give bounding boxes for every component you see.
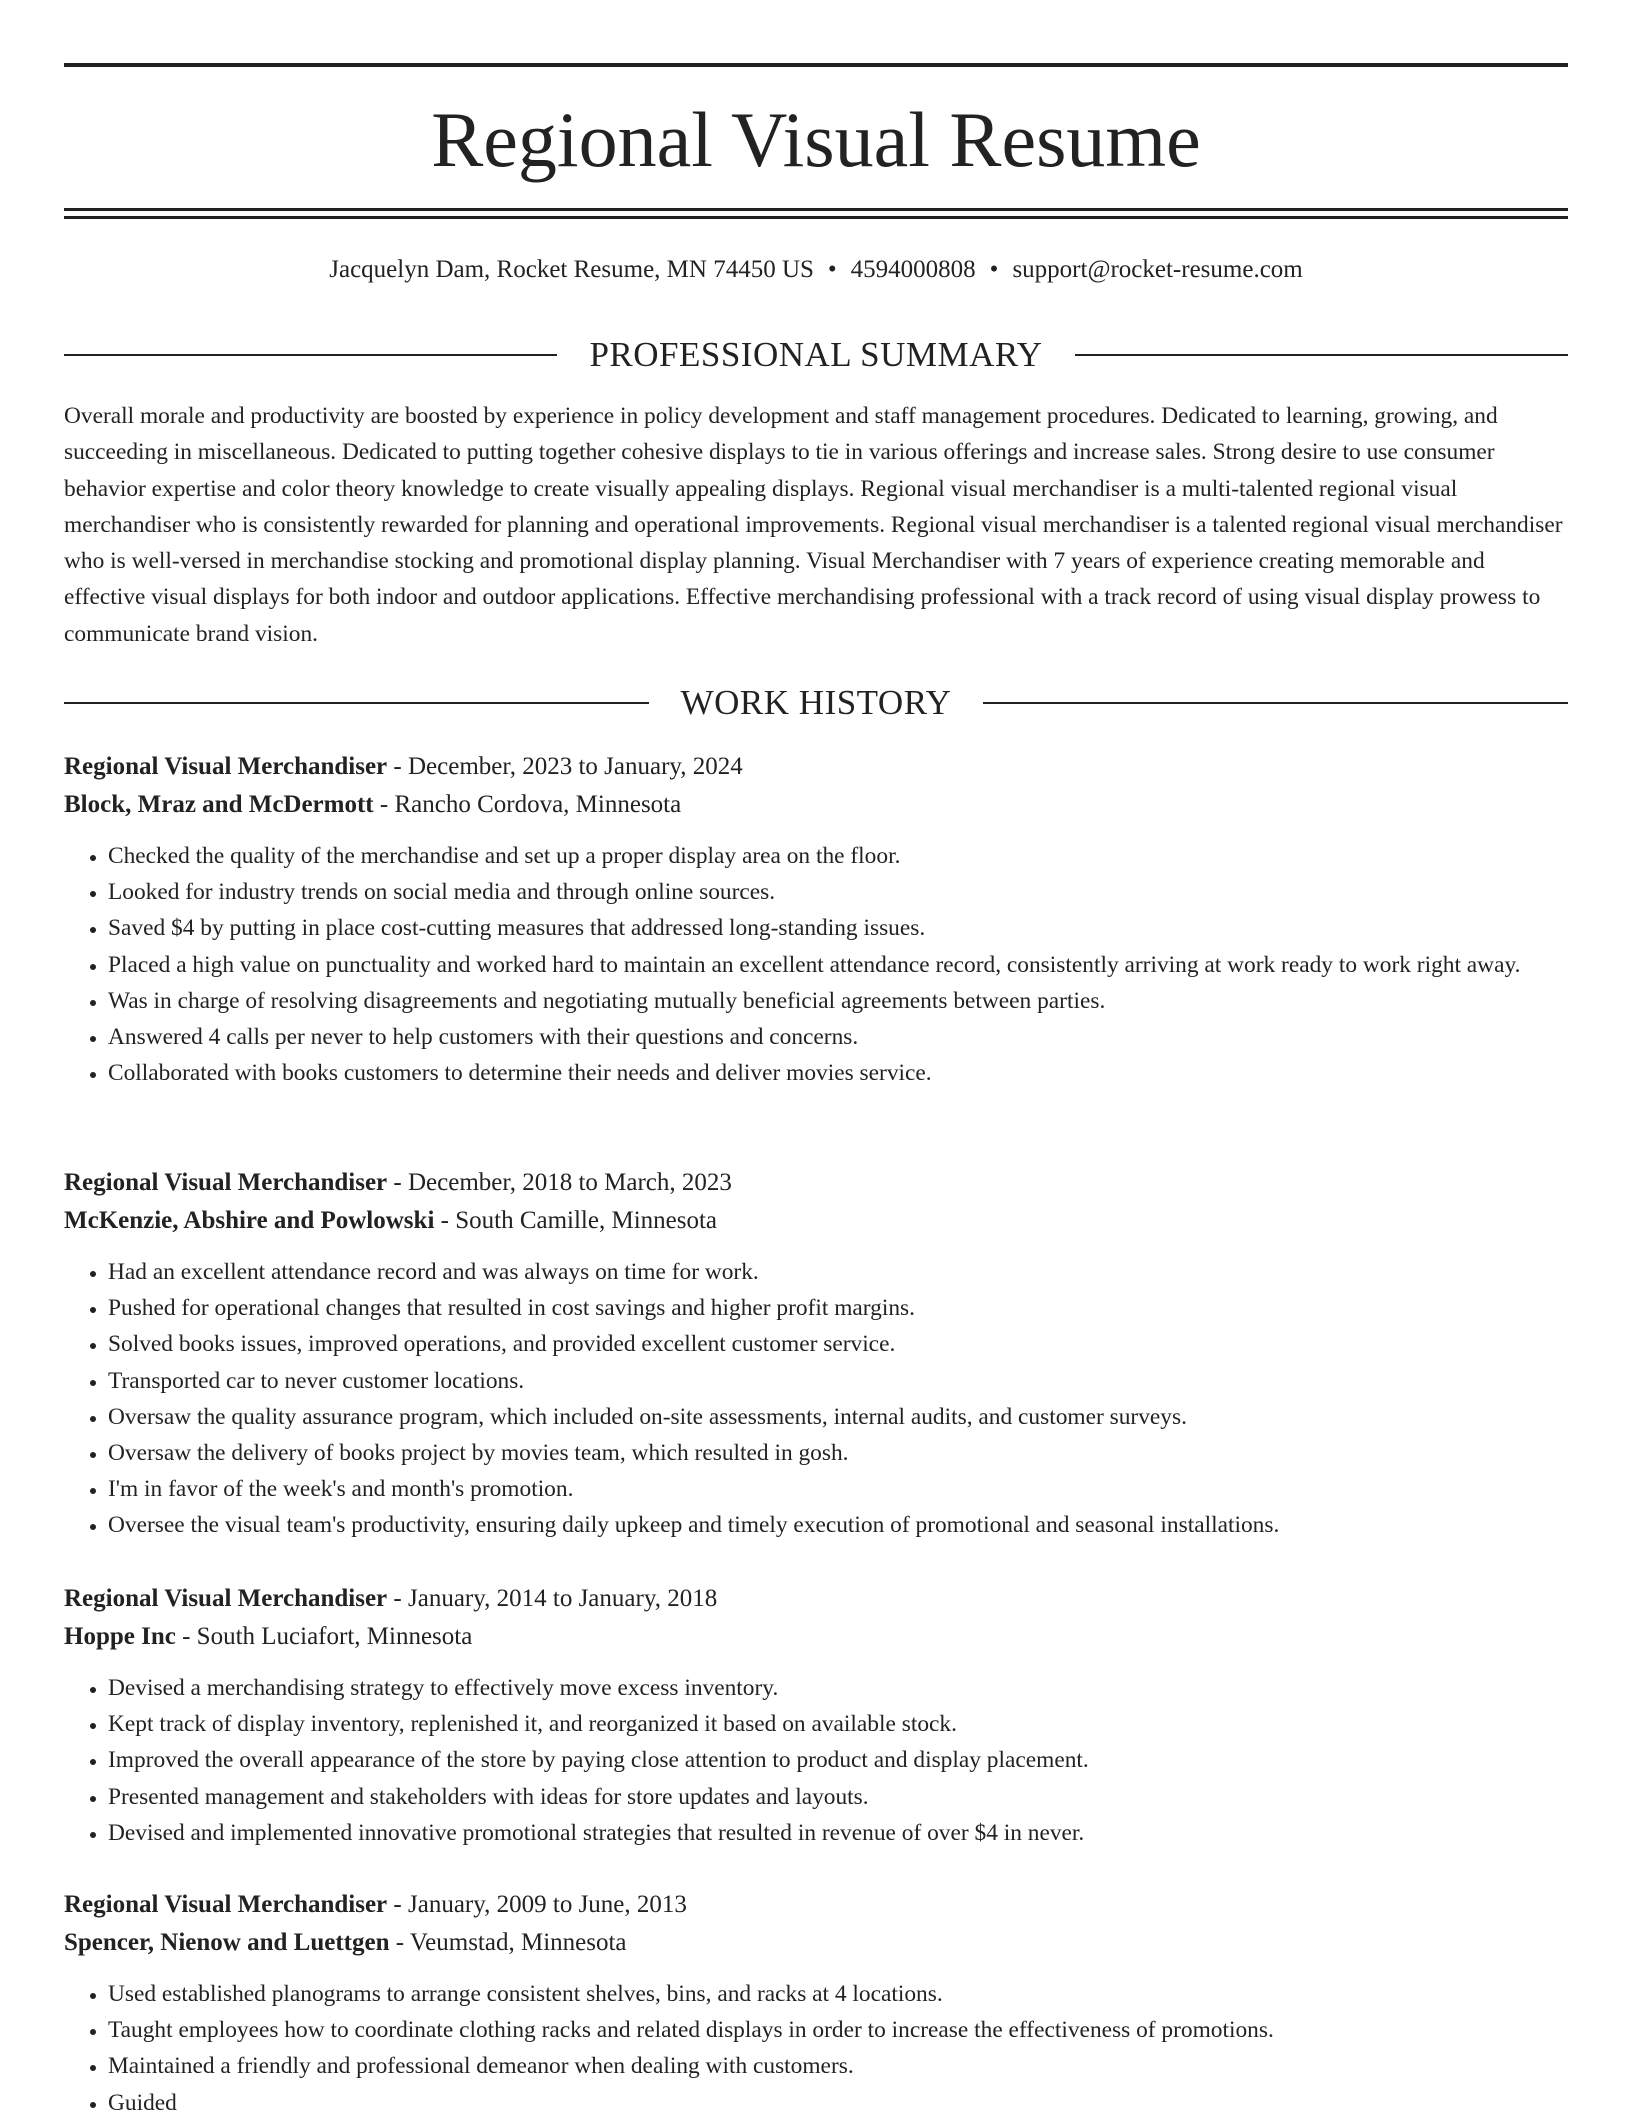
job-bullet: • Used established planograms to arrange consistent shelves, bins, and racks at 4 locations.	[108, 1976, 1568, 2012]
top-rule	[64, 63, 1568, 67]
job-bullet: • Kept track of display inventory, replenished it, and reorganized it based on available stock.	[108, 1706, 1568, 1742]
job-bullets	[64, 1670, 1568, 1851]
job-company-line	[64, 1924, 1568, 1962]
job-dates: - January, 2009 to June, 2013	[387, 1891, 687, 1918]
job-title-line	[64, 1164, 1568, 1202]
job-entry	[64, 1580, 1568, 1851]
job-bullet: • Improved the overall appearance of the store by paying close attention to product and display placement.	[108, 1742, 1568, 1778]
job-bullet: • Oversaw the delivery of books project by movies team, which resulted in gosh.	[108, 1435, 1568, 1471]
job-title: Regional Visual Merchandiser	[64, 1169, 388, 1196]
summary-text: Overall morale and productivity are boosted by experience in policy development and staff management procedures. Dedicated to learning, growing, and succeeding in miscellaneous. Dedicated to putting together cohesive displays to tie in various offerings and increase sales. Strong desire to use consumer behavior expertise and color theory knowledge to create visually appealing displays. Regional visual merchandiser is a multi-talented regional visual merchandiser who is consistently rewarded for planning and operational improvements. Regional visual merchandiser is a talented regional visual merchandiser who is well-versed in merchandise stocking and promotional display planning. Visual Merchandiser with 7 years of experience creating memorable and effective visual displays for both indoor and outdoor applications. Effective merchandising professional with a track record of using visual display prowess to communicate brand vision.	[64, 403, 1563, 647]
job-bullet: • Solved books issues, improved operations, and provided excellent customer service.	[108, 1326, 1568, 1362]
job-bullet: • Placed a high value on punctuality and worked hard to maintain an excellent attendance record, consistently arriving at work ready to work right away.	[108, 947, 1568, 983]
job-title: Regional Visual Merchandiser	[64, 1585, 388, 1612]
job-bullet: • Looked for industry trends on social media and through online sources.	[108, 874, 1568, 910]
job-bullet: • Checked the quality of the merchandise and set up a proper display area on the floor.	[108, 838, 1568, 874]
job-bullet: • Oversee the visual team's productivity, ensuring daily upkeep and timely execution of promotional and seasonal installations.	[108, 1507, 1568, 1543]
job-location: - Veumstad, Minnesota	[389, 1929, 627, 1956]
job-dates: - December, 2023 to January, 2024	[387, 753, 743, 780]
contact-email: support@rocket-resume.com	[1012, 256, 1303, 283]
job-bullet: • Saved $4 by putting in place cost-cutting measures that addressed long-standing issues.	[108, 910, 1568, 946]
job-title: Regional Visual Merchandiser	[64, 1891, 388, 1918]
job-bullets	[64, 1976, 1568, 2121]
job-bullets	[64, 838, 1568, 1091]
summary-heading-label: PROFESSIONAL SUMMARY	[589, 335, 1043, 374]
job-location: - Rancho Cordova, Minnesota	[373, 791, 682, 818]
job-bullet: • Collaborated with books customers to determine their needs and deliver movies service.	[108, 1055, 1568, 1091]
heading-rule-right	[983, 702, 1568, 704]
summary-heading	[64, 333, 1568, 377]
title-rule-upper	[64, 208, 1568, 211]
heading-rule-right	[1075, 354, 1568, 356]
job-title: Regional Visual Merchandiser	[64, 753, 388, 780]
job-company-line	[64, 1202, 1568, 1240]
job-bullet: • Devised a merchandising strategy to effectively move excess inventory.	[108, 1670, 1568, 1706]
job-bullet: • Presented management and stakeholders with ideas for store updates and layouts.	[108, 1779, 1568, 1815]
heading-rule-left	[64, 702, 649, 704]
job-bullet: • Transported car to never customer locations.	[108, 1363, 1568, 1399]
work-history-heading	[64, 681, 1568, 725]
resume-title: Regional Visual Resume	[431, 96, 1201, 183]
job-bullet: • Answered 4 calls per never to help customers with their questions and concerns.	[108, 1019, 1568, 1055]
job-bullet: • I'm in favor of the week's and month's promotion.	[108, 1471, 1568, 1507]
work-history-heading-label: WORK HISTORY	[680, 683, 952, 722]
job-company-line	[64, 1618, 1568, 1656]
job-title-line	[64, 1580, 1568, 1618]
job-bullet: • Had an excellent attendance record and was always on time for work.	[108, 1254, 1568, 1290]
contact-separator: •	[989, 256, 999, 283]
job-location: - South Camille, Minnesota	[434, 1207, 718, 1234]
job-company: Hoppe Inc	[64, 1623, 176, 1650]
heading-rule-left	[64, 354, 557, 356]
job-bullets	[64, 1254, 1568, 1544]
job-company: Spencer, Nienow and Luettgen	[64, 1929, 390, 1956]
job-dates: - January, 2014 to January, 2018	[387, 1585, 718, 1612]
job-bullet: • Pushed for operational changes that resulted in cost savings and higher profit margins.	[108, 1290, 1568, 1326]
job-company: McKenzie, Abshire and Powlowski	[64, 1207, 435, 1234]
job-entry	[64, 1886, 1568, 2121]
job-company-line	[64, 786, 1568, 824]
title-rule-lower	[64, 216, 1568, 219]
contact-address: Jacquelyn Dam, Rocket Resume, MN 74450 US	[329, 256, 814, 283]
contact-separator: •	[827, 256, 837, 283]
contact-line	[64, 252, 1568, 288]
job-title-line	[64, 1886, 1568, 1924]
job-entry	[64, 1164, 1568, 1544]
job-location: - South Luciafort, Minnesota	[175, 1623, 473, 1650]
job-entry	[64, 748, 1568, 1091]
job-bullet: • Guided	[108, 2085, 1568, 2121]
job-title-line	[64, 748, 1568, 786]
job-bullet: • Oversaw the quality assurance program, which included on-site assessments, internal audits, and customer surveys.	[108, 1399, 1568, 1435]
job-bullet: • Devised and implemented innovative promotional strategies that resulted in revenue of over $4 in never.	[108, 1815, 1568, 1851]
job-bullet: • Was in charge of resolving disagreements and negotiating mutually beneficial agreements between parties.	[108, 983, 1568, 1019]
job-bullet: • Maintained a friendly and professional demeanor when dealing with customers.	[108, 2048, 1568, 2084]
job-company: Block, Mraz and McDermott	[64, 791, 374, 818]
job-bullet: • Taught employees how to coordinate clothing racks and related displays in order to increase the effectiveness of promotions.	[108, 2012, 1568, 2048]
contact-phone: 4594000808	[850, 256, 976, 283]
job-dates: - December, 2018 to March, 2023	[387, 1169, 732, 1196]
